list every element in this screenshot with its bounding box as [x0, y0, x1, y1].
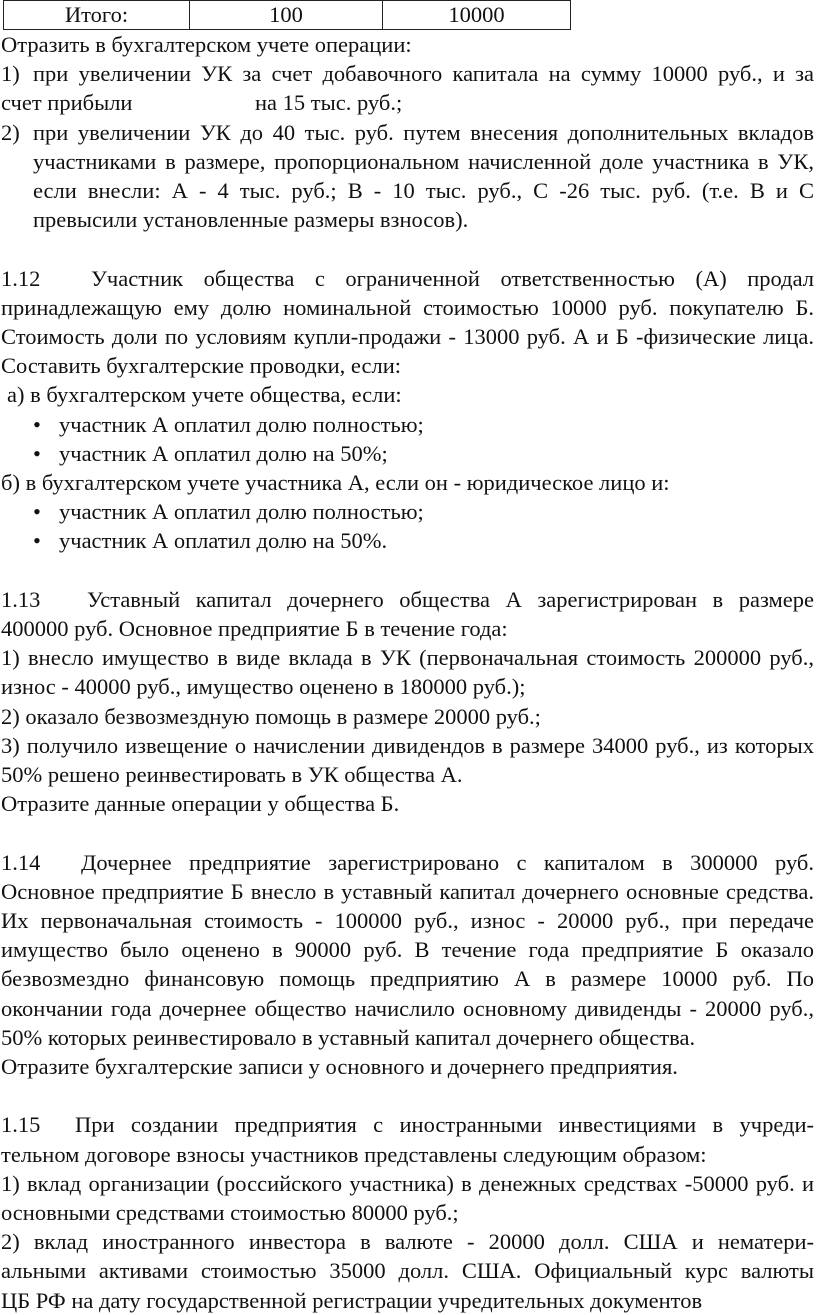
section-1-15 — [1, 1110, 814, 1139]
list-item — [1, 497, 814, 526]
section-1-13-item-3: 3) получило извещение о начислении дивидендов в размере 34000 руб., из которых 50% решено реинвестировать в УК общества А. — [1, 732, 814, 788]
section-1-15-item-2-line-3: ЦБ РФ на дату государственной регистрации учредительных документов — [1, 1287, 703, 1313]
item-text: при увеличении УК за счет добавочного капитала на сумму 10000 руб., и за — [33, 61, 814, 87]
section-number: 1.13 — [1, 586, 41, 612]
list-item-text: участник А оплатил долю на 50%. — [59, 528, 388, 554]
bullet: • — [33, 528, 41, 554]
intro-item-1 — [1, 59, 814, 88]
total-label-cell: Итого: — [4, 1, 190, 30]
section-text: Уставный капитал дочернего общества А зарегистрирован в размере 400000 руб. Основное предприятие Б в течение года: — [1, 586, 814, 642]
item-text: на 15 тыс. руб.; — [255, 90, 403, 116]
item-text: счет прибыли — [1, 90, 133, 116]
section-1-13 — [1, 585, 814, 643]
list-item-text: участник А оплатил долю на 50%; — [59, 440, 388, 466]
section-1-13-item-2: 2) оказало безвозмездную помощь в размере 20000 руб.; — [1, 703, 541, 729]
case-b: б) в бухгалтерском учете участника А, если он - юридическое лицо и: — [1, 470, 670, 496]
section-1-13-task: Отразите данные операции у общества Б. — [1, 791, 400, 817]
bullet: • — [33, 411, 41, 437]
section-1-15-item-2: 2) вклад иностранного инвестора в валюте - 20000 долл. США и нематери- — [1, 1229, 814, 1255]
case-a: а) в бухгалтерском учете общества, если: — [7, 382, 402, 408]
section-number: 1.14 — [1, 849, 41, 875]
item-number: 1) — [1, 61, 20, 87]
bullet: • — [33, 499, 41, 525]
table-row — [4, 1, 571, 30]
section-text: При создании предприятия с иностранными инвестициями в учреди- — [75, 1112, 814, 1138]
list-item-text: участник А оплатил долю полностью; — [59, 499, 424, 525]
list-item — [1, 439, 814, 468]
section-1-15-item-1: 1) вклад организации (российского участника) в денежных средствах -50000 руб. и основными средствами стоимостью 80000 руб.; — [1, 1170, 814, 1226]
bullet: • — [33, 440, 41, 466]
total-value-cell: 100 — [190, 1, 383, 30]
intro-item-1-continued — [1, 88, 814, 117]
item-text: при увеличении УК до 40 тыс. руб. путем внесения дополнительных вкладов участниками в размере, пропорциональном начисленной доле участника в УК, если внесли: А - 4 тыс. руб.; В - 10 тыс. руб., С -26 тыс. руб. (т.е. В и С превысили установленные размеры взносов). — [33, 119, 814, 233]
item-number: 2) — [1, 119, 20, 145]
section-1-14-task: Отразите бухгалтерские записи у основного и дочернего предприятия. — [1, 1054, 678, 1080]
document-page — [1, 0, 814, 1315]
section-text: Дочернее предприятие зарегистрировано с капиталом в 300000 руб. Основное предприятие Б внесло в уставный капитал дочернего основные средства. Их первоначальная стоимость - 100000 руб., износ - 20000 руб., при передаче имущество было оценено в 90000 руб. В течение года предприятие Б оказало безвозмездно финансовую помощь предприятию А в размере 10000 руб. По окончании года дочернее общество начислило основному дивиденды - 20000 руб., 50% которых реинвестировало в уставный капитал дочернего общества. — [1, 849, 814, 1050]
section-text: Участник общества с ограниченной ответственностью (А) продал принадлежащую ему долю номинальной стоимостью 10000 руб. покупателю Б. Стоимость доли по условиям купли-продажи - 13000 руб. А и Б -физические лица. Составить бухгалтерские проводки, если: — [1, 265, 814, 379]
list-item — [1, 526, 814, 555]
totals-table — [3, 0, 571, 30]
intro-title: Отразить в бухгалтерском учете операции: — [1, 32, 412, 57]
section-1-15-line-2: тельном договоре взносы участников представлены следующим образом: — [1, 1141, 707, 1167]
intro-item-2 — [1, 118, 814, 235]
section-number: 1.15 — [1, 1112, 41, 1138]
list-item — [1, 410, 814, 439]
section-1-12 — [1, 264, 814, 381]
total-sum-cell: 10000 — [383, 1, 571, 30]
section-number: 1.12 — [1, 265, 41, 291]
section-1-14 — [1, 848, 814, 1052]
section-1-13-item-1: 1) внесло имущество в виде вклада в УК (первоначальная стоимость 200000 руб., износ - 40000 руб., имущество оценено в 180000 руб.); — [1, 645, 814, 700]
section-1-15-item-2-line-2: альными активами стоимостью 35000 долл. США. Официальный курс валюты — [1, 1258, 814, 1284]
list-item-text: участник А оплатил долю полностью; — [59, 411, 424, 437]
